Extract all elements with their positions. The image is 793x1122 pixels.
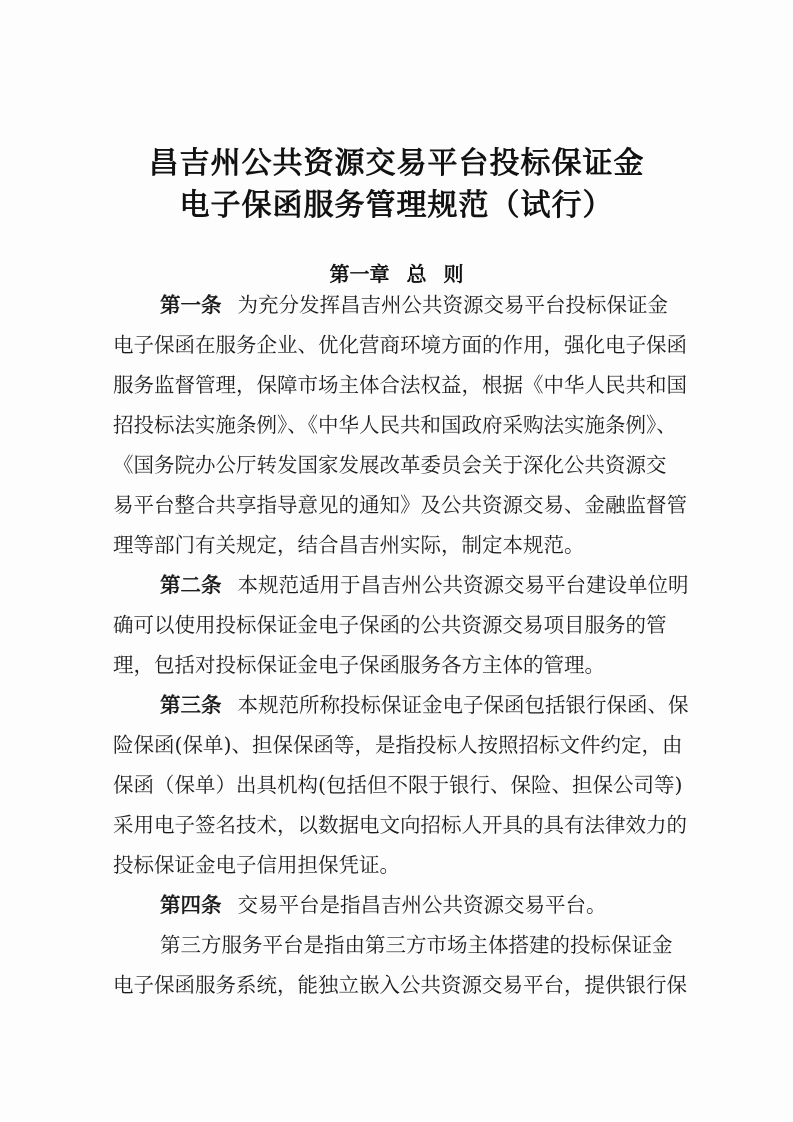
paragraph-line (160, 293, 668, 317)
paragraph-line: 电子保函服务系统，能独立嵌入公共资源交易平台，提供银行保 (113, 973, 687, 997)
document-title-line-1: 昌吉州公共资源交易平台投标保证金 (148, 146, 645, 181)
document-title-line-2: 电子保函服务管理规范（试行） (179, 188, 614, 223)
line-text: 本规范所称投标保证金电子保函包括银行保函、保 (237, 693, 689, 717)
paragraph-line: 招投标法实施条例》、《中华人民共和国政府采购法实施条例》、 (113, 413, 677, 437)
line-text: 交易平台是指昌吉州公共资源交易平台。 (237, 893, 607, 917)
paragraph-line: 采用电子签名技术，以数据电文向招标人开具的具有法律效力的 (113, 813, 687, 837)
article-number: 第四条 (160, 893, 222, 917)
paragraph-line (160, 573, 689, 597)
article-number: 第一条 (160, 293, 222, 317)
chapter-heading: 第一章 总 则 (329, 262, 464, 286)
line-text: 为充分发挥昌吉州公共资源交易平台投标保证金 (237, 293, 668, 317)
paragraph-line: 保函（保单）出具机构(包括但不限于银行、保险、担保公司等) (113, 773, 683, 797)
line-text: 本规范适用于昌吉州公共资源交易平台建设单位明 (237, 573, 689, 597)
paragraph-line: 第三方服务平台是指由第三方市场主体搭建的投标保证金 (160, 933, 673, 957)
paragraph-line: 理等部门有关规定，结合昌吉州实际，制定本规范。 (113, 533, 585, 557)
article-number: 第二条 (160, 573, 222, 597)
paragraph-line: 投标保证金电子信用担保凭证。 (113, 853, 400, 877)
paragraph-line (160, 893, 607, 917)
paragraph-line: 险保函(保单)、担保保函等，是指投标人按照招标文件约定，由 (113, 733, 683, 757)
paragraph-line (160, 693, 689, 717)
paragraph-line: 《国务院办公厅转发国家发展改革委员会关于深化公共资源交 (113, 453, 667, 477)
paragraph-line: 理，包括对投标保证金电子保函服务各方主体的管理。 (113, 653, 605, 677)
paragraph-line: 电子保函在服务企业、优化营商环境方面的作用，强化电子保函 (113, 333, 687, 357)
paragraph-line: 服务监督管理，保障市场主体合法权益，根据《中华人民共和国 (113, 373, 687, 397)
paragraph-line: 易平台整合共享指导意见的通知》及公共资源交易、金融监督管 (113, 493, 687, 517)
paragraph-line: 确可以使用投标保证金电子保函的公共资源交易项目服务的管 (113, 613, 667, 637)
article-number: 第三条 (160, 693, 222, 717)
